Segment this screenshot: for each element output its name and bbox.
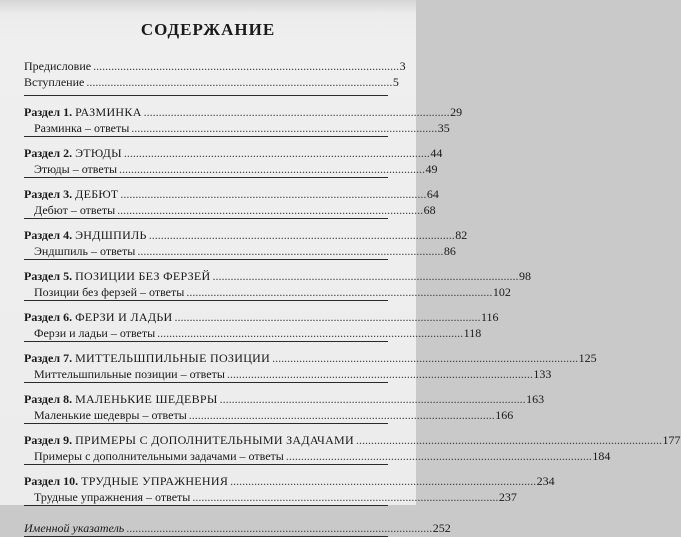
toc-page-number: 133 xyxy=(533,367,552,381)
toc-section-2 xyxy=(24,145,443,178)
toc-subentry xyxy=(24,407,514,423)
toc-subentry xyxy=(24,243,456,259)
toc-subentry-label: Миттельшпильные позиции – ответы xyxy=(34,367,225,381)
toc-section-heading xyxy=(24,145,443,161)
toc-subentry xyxy=(24,489,517,505)
toc-section-8 xyxy=(24,391,545,424)
toc-subentry xyxy=(24,448,611,464)
toc-section-7 xyxy=(24,350,597,383)
toc-page-number: 163 xyxy=(526,392,545,406)
toc-page-number: 3 xyxy=(399,59,406,73)
leader-dots xyxy=(117,202,422,218)
leader-dots xyxy=(186,284,491,300)
section-title: ПОЗИЦИИ БЕЗ ФЕРЗЕЙ xyxy=(75,269,211,283)
leader-dots xyxy=(286,448,591,464)
toc-page-number: 64 xyxy=(426,187,439,201)
toc-entry-label: Вступление xyxy=(24,75,85,89)
toc-subentry xyxy=(24,161,438,177)
leader-dots xyxy=(119,161,424,177)
toc-section-4 xyxy=(24,227,468,260)
toc-section-6 xyxy=(24,309,499,342)
leader-dots xyxy=(137,243,442,259)
toc-page-number: 166 xyxy=(495,408,514,422)
toc-subentry xyxy=(24,202,436,218)
leader-dots xyxy=(120,186,425,202)
toc-entry-name-index xyxy=(24,520,451,536)
toc-page-number: 237 xyxy=(498,490,517,504)
toc-section-10 xyxy=(24,473,555,506)
toc-page-number: 177 xyxy=(662,433,681,447)
toc-section-heading xyxy=(24,391,545,407)
section-title: МАЛЕНЬКИЕ ШЕДЕВРЫ xyxy=(75,392,218,406)
section-title: ЭТЮДЫ xyxy=(75,146,122,160)
toc-page-number: 35 xyxy=(437,121,450,135)
leader-dots xyxy=(157,325,462,341)
toc-section-1 xyxy=(24,104,463,137)
toc-subentry xyxy=(24,120,450,136)
section-number: Раздел 3. xyxy=(24,187,73,201)
section-number: Раздел 7. xyxy=(24,351,73,365)
leader-dots xyxy=(356,432,661,448)
section-title: ДЕБЮТ xyxy=(75,187,119,201)
toc-subentry xyxy=(24,366,552,382)
toc-subentry-label: Разминка – ответы xyxy=(34,121,130,135)
section-title: ПРИМЕРЫ С ДОПОЛНИТЕЛЬНЫМИ ЗАДАЧАМИ xyxy=(75,433,354,447)
leader-dots xyxy=(149,227,454,243)
section-number: Раздел 2. xyxy=(24,146,73,160)
leader-dots xyxy=(144,104,449,120)
toc-page-number: 102 xyxy=(492,285,511,299)
toc-page-number: 44 xyxy=(430,146,443,160)
leader-dots xyxy=(230,473,535,489)
leader-dots xyxy=(131,120,436,136)
section-number: Раздел 6. xyxy=(24,310,73,324)
toc-subentry-label: Примеры с дополнительными задачами – ответы xyxy=(34,449,284,463)
toc-section-heading xyxy=(24,350,597,366)
toc-section-heading xyxy=(24,268,532,284)
toc-subentry-label: Эндшпиль – ответы xyxy=(34,244,136,258)
toc-page-number: 5 xyxy=(392,75,399,89)
section-number: Раздел 9. xyxy=(24,433,73,447)
leader-dots xyxy=(93,58,398,74)
toc-subentry xyxy=(24,325,482,341)
section-title: ТРУДНЫЕ УПРАЖНЕНИЯ xyxy=(81,474,229,488)
toc-page-number: 82 xyxy=(455,228,468,242)
section-number: Раздел 4. xyxy=(24,228,73,242)
toc-page-number: 98 xyxy=(519,269,532,283)
section-number: Раздел 10. xyxy=(24,474,79,488)
toc-intro-block xyxy=(24,58,406,96)
toc-page-number: 49 xyxy=(425,162,438,176)
leader-dots xyxy=(272,350,577,366)
toc-section-5 xyxy=(24,268,532,301)
leader-dots xyxy=(192,489,497,505)
leader-dots xyxy=(213,268,518,284)
leader-dots xyxy=(126,520,431,536)
toc-section-heading xyxy=(24,227,468,243)
section-title: РАЗМИНКА xyxy=(75,105,142,119)
toc-subentry-label: Ферзи и ладьи – ответы xyxy=(34,326,156,340)
leader-dots xyxy=(189,407,494,423)
section-number: Раздел 1. xyxy=(24,105,73,119)
toc-entry-introduction xyxy=(24,74,399,90)
section-number: Раздел 8. xyxy=(24,392,73,406)
toc-index-block xyxy=(24,520,451,537)
leader-dots xyxy=(220,391,525,407)
toc-subentry-label: Этюды – ответы xyxy=(34,162,118,176)
toc-section-heading xyxy=(24,104,463,120)
section-title: ФЕРЗИ И ЛАДЬИ xyxy=(75,310,173,324)
toc-section-heading xyxy=(24,432,681,448)
toc-subentry-label: Маленькие шедевры – ответы xyxy=(34,408,187,422)
toc-section-heading xyxy=(24,186,439,202)
toc-entry-label: Предисловие xyxy=(24,59,92,73)
section-number: Раздел 5. xyxy=(24,269,73,283)
toc-page-number: 68 xyxy=(423,203,436,217)
toc-section-9 xyxy=(24,432,681,465)
toc-page-number: 125 xyxy=(578,351,597,365)
toc-subentry-label: Трудные упражнения – ответы xyxy=(34,490,191,504)
toc-page-number: 116 xyxy=(481,310,499,324)
page-title: СОДЕРЖАНИЕ xyxy=(140,20,276,39)
table-of-contents xyxy=(24,58,681,537)
section-title: ЭНДШПИЛЬ xyxy=(75,228,147,242)
leader-dots xyxy=(86,74,391,90)
toc-subentry-label: Позиции без ферзей – ответы xyxy=(34,285,185,299)
leader-dots xyxy=(175,309,480,325)
toc-page-number: 184 xyxy=(592,449,611,463)
toc-section-heading xyxy=(24,473,555,489)
toc-subentry xyxy=(24,284,511,300)
toc-page-number: 118 xyxy=(463,326,482,340)
toc-entry-label: Именной указатель xyxy=(24,521,125,535)
leader-dots xyxy=(227,366,532,382)
toc-page-number: 252 xyxy=(432,521,451,535)
toc-subentry-label: Дебют – ответы xyxy=(34,203,116,217)
leader-dots xyxy=(124,145,429,161)
toc-section-3 xyxy=(24,186,439,219)
toc-page-number: 29 xyxy=(450,105,463,119)
toc-page-number: 234 xyxy=(536,474,555,488)
toc-section-heading xyxy=(24,309,499,325)
toc-entry-preface xyxy=(24,58,406,74)
section-title: МИТТЕЛЬШПИЛЬНЫЕ ПОЗИЦИИ xyxy=(75,351,271,365)
toc-page-number: 86 xyxy=(443,244,456,258)
